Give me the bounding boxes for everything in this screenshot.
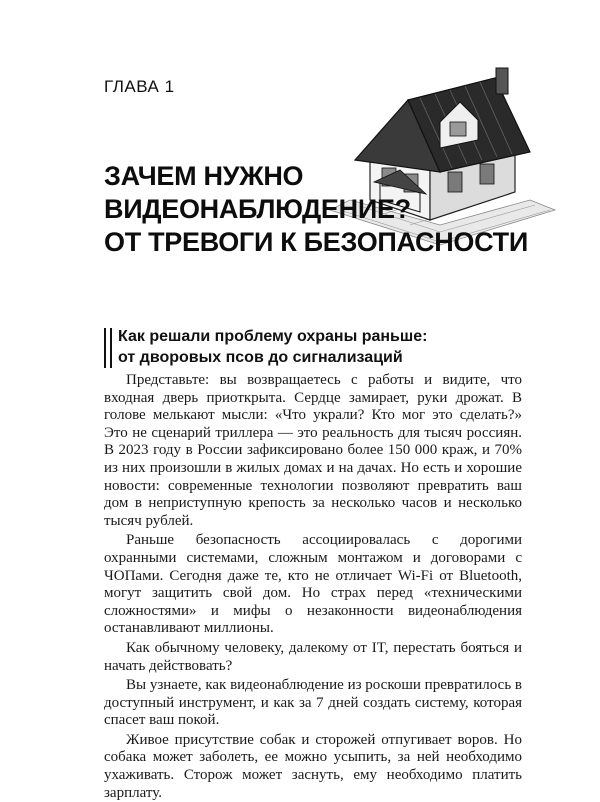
body-text <box>104 372 522 802</box>
chapter-title-line: ВИДЕОНАБЛЮДЕНИЕ? <box>104 194 411 224</box>
paragraph: Живое присутствие собак и сторожей отпугивает воров. Но собака может заболеть, ее можно усыпить, за ней необходимо ухаживать. Сторож может заснуть, ему необходимо платить зарплату. <box>104 731 522 801</box>
section-heading <box>118 326 524 368</box>
chapter-title <box>104 160 544 259</box>
chapter-title-line: ОТ ТРЕВОГИ К БЕЗОПАСНОСТИ <box>104 227 528 257</box>
paragraph: Представьте: вы возвращаетесь с работы и видите, что входная дверь приоткрыта. Сердце замирает, руки дрожат. В голове мелькают мысли: «Что украли? Кто мог это сделать?» Это не сценарий триллера — это реальность для тысяч россиян. В 2023 году в России зафиксировано более 150 000 краж, и 70% из них произошли в жилых домах и на дачах. Но есть и хорошие новости: современные технологии позволяют превратить ваш дом в неприступную крепость за несколько часов и несколько тысяч рублей. <box>104 372 522 529</box>
paragraph: Как обычному человеку, далекому от IT, перестать бояться и начать действовать? <box>104 639 522 674</box>
section-heading-line: Как решали проблему охраны раньше: <box>118 328 428 345</box>
paragraph: Вы узнаете, как видеонаблюдение из роскоши превратилось в доступный инструмент, и как за 7 дней создать систему, которая спасет ваш покой. <box>104 677 522 729</box>
paragraph: Раньше безопасность ассоциировалась с дорогими охранными системами, сложным монтажом и договорами с ЧОПами. Сегодня даже те, кто не отличает Wi-Fi от Bluetooth, могут защитить свой дом. Но страх перед «техническими сложностями» и мифы о незаконности видеонаблюдения останавливают миллионы. <box>104 532 522 637</box>
section-bar <box>104 328 112 368</box>
section-heading-line: от дворовых псов до сигнализаций <box>118 349 403 366</box>
section-header <box>104 326 524 368</box>
chapter-label: ГЛАВА 1 <box>104 77 175 96</box>
chapter-title-line: ЗАЧЕМ НУЖНО <box>104 161 304 191</box>
